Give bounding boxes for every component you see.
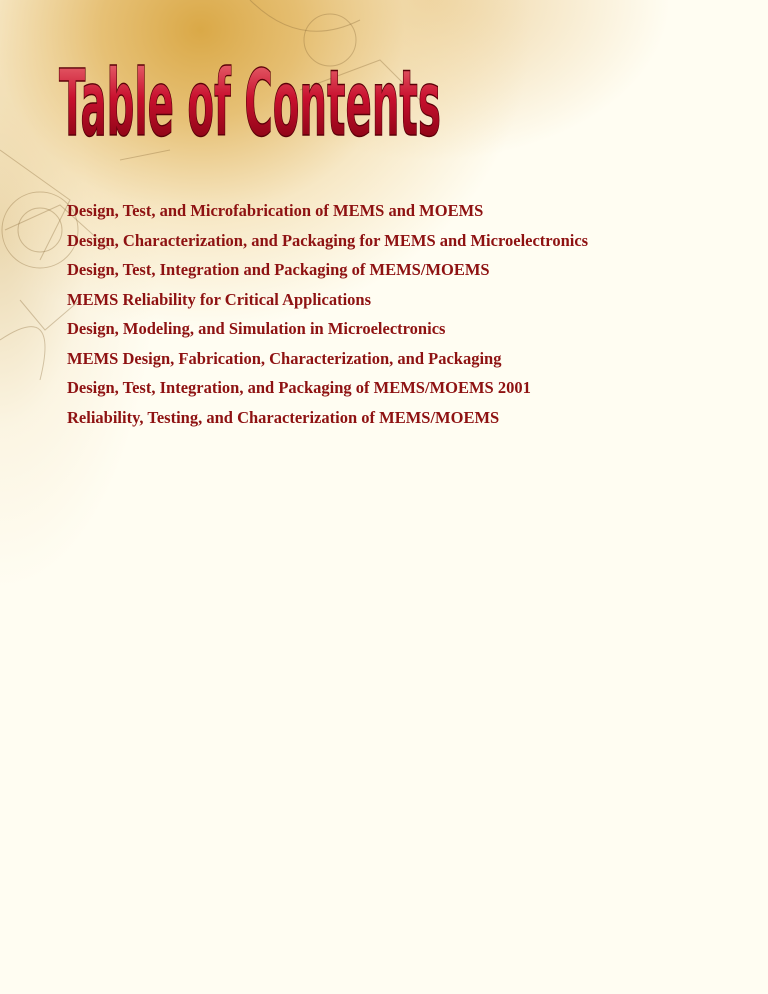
toc-entry-3[interactable]: Design, Test, Integration and Packaging of MEMS/MOEMS: [67, 260, 490, 279]
toc-entry-6[interactable]: MEMS Design, Fabrication, Characterization, and Packaging: [67, 348, 502, 368]
page-title: [56, 34, 446, 150]
toc-entry-8[interactable]: Reliability, Testing, and Characterization of MEMS/MOEMS: [67, 407, 500, 427]
toc-entry-5[interactable]: Design, Modeling, and Simulation in Microelectronics: [67, 319, 446, 338]
toc-entry-7[interactable]: Design, Test, Integration, and Packaging of MEMS/MOEMS 2001: [67, 378, 531, 397]
toc-entry-1[interactable]: Design, Test, and Microfabrication of MEMS and MOEMS: [67, 201, 484, 220]
toc-entry-2[interactable]: Design, Characterization, and Packaging for MEMS and Microelectronics: [67, 230, 589, 250]
title-text: Table of Contents: [59, 50, 441, 150]
toc-entry-4[interactable]: MEMS Reliability for Critical Applications: [67, 289, 372, 309]
toc-list: [67, 196, 588, 432]
